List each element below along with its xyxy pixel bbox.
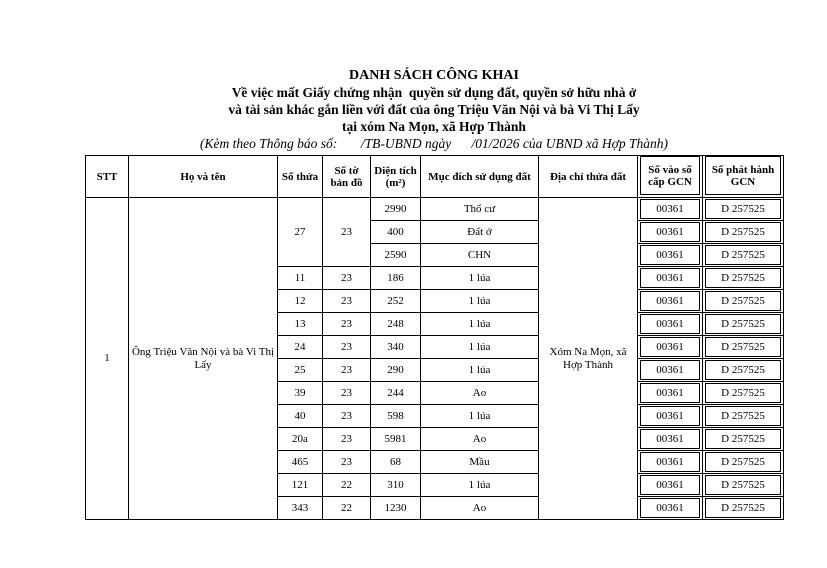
header-muc-dich: Mục đích sử dụng đất xyxy=(421,156,539,198)
cell-so-to: 23 xyxy=(323,198,371,267)
cell-so-thua: 39 xyxy=(278,382,323,405)
cell-dien-tich: 400 xyxy=(371,221,421,244)
header-so-phat-hanh: Số phát hành GCN xyxy=(703,156,784,198)
cell-dien-tich: 186 xyxy=(371,267,421,290)
header-so-thua: Số thửa xyxy=(278,156,323,198)
cell-muc-dich: 1 lúa xyxy=(421,405,539,428)
cell-dien-tich: 1230 xyxy=(371,497,421,520)
cell-so-phat-hanh: D 257525 xyxy=(703,451,784,474)
table-row xyxy=(86,198,784,221)
cell-so-vao-so: 00361 xyxy=(638,497,703,520)
cell-so-to: 23 xyxy=(323,451,371,474)
cell-so-vao-so: 00361 xyxy=(638,244,703,267)
cell-so-phat-hanh: D 257525 xyxy=(703,428,784,451)
cell-so-thua: 13 xyxy=(278,313,323,336)
cell-so-vao-so: 00361 xyxy=(638,474,703,497)
cell-dien-tich: 244 xyxy=(371,382,421,405)
cell-muc-dich: 1 lúa xyxy=(421,313,539,336)
cell-so-vao-so: 00361 xyxy=(638,405,703,428)
cell-muc-dich: Đất ở xyxy=(421,221,539,244)
cell-so-to: 23 xyxy=(323,290,371,313)
cell-so-to: 23 xyxy=(323,359,371,382)
cell-so-phat-hanh: D 257525 xyxy=(703,382,784,405)
cell-so-to: 23 xyxy=(323,382,371,405)
cell-address: Xóm Na Mọn, xã Hợp Thành xyxy=(539,198,638,520)
cell-muc-dich: 1 lúa xyxy=(421,267,539,290)
cell-so-phat-hanh: D 257525 xyxy=(703,405,784,428)
cell-so-vao-so: 00361 xyxy=(638,336,703,359)
cell-so-to: 22 xyxy=(323,474,371,497)
header-so-vao-so: Số vào sổ cấp GCN xyxy=(638,156,703,198)
cell-muc-dich: 1 lúa xyxy=(421,359,539,382)
cell-so-thua: 25 xyxy=(278,359,323,382)
cell-muc-dich: Mầu xyxy=(421,451,539,474)
cell-muc-dich: CHN xyxy=(421,244,539,267)
cell-so-phat-hanh: D 257525 xyxy=(703,359,784,382)
cell-dien-tich: 2590 xyxy=(371,244,421,267)
cell-dien-tich: 252 xyxy=(371,290,421,313)
cell-so-phat-hanh: D 257525 xyxy=(703,221,784,244)
cell-so-thua: 20a xyxy=(278,428,323,451)
cell-so-vao-so: 00361 xyxy=(638,290,703,313)
cell-so-phat-hanh: D 257525 xyxy=(703,497,784,520)
cell-dien-tich: 2990 xyxy=(371,198,421,221)
cell-so-phat-hanh: D 257525 xyxy=(703,244,784,267)
cell-dien-tich: 598 xyxy=(371,405,421,428)
cell-so-to: 23 xyxy=(323,313,371,336)
cell-so-to: 23 xyxy=(323,267,371,290)
cell-so-to: 22 xyxy=(323,497,371,520)
cell-so-to: 23 xyxy=(323,428,371,451)
cell-muc-dich: Thổ cư xyxy=(421,198,539,221)
header-dien-tich: Diện tích (m²) xyxy=(371,156,421,198)
cell-muc-dich: 1 lúa xyxy=(421,336,539,359)
document-heading xyxy=(85,0,783,152)
cell-so-thua: 27 xyxy=(278,198,323,267)
cell-so-thua: 12 xyxy=(278,290,323,313)
cell-muc-dich: Ao xyxy=(421,382,539,405)
cell-muc-dich: Ao xyxy=(421,428,539,451)
attachment-note: (Kèm theo Thông báo số: /TB-UBND ngày /01/2026 của UBND xã Hợp Thành) xyxy=(199,136,669,151)
cell-so-thua: 343 xyxy=(278,497,323,520)
subtitle-line-1: Về việc mất Giấy chứng nhận quyền sử dụng đất, quyền sở hữu nhà ở xyxy=(231,85,637,100)
header-dia-chi: Địa chỉ thửa đất xyxy=(539,156,638,198)
cell-so-phat-hanh: D 257525 xyxy=(703,290,784,313)
cell-dien-tich: 310 xyxy=(371,474,421,497)
cell-muc-dich: Ao xyxy=(421,497,539,520)
land-parcel-table xyxy=(85,155,784,520)
cell-so-phat-hanh: D 257525 xyxy=(703,474,784,497)
cell-so-phat-hanh: D 257525 xyxy=(703,267,784,290)
header-ho-va-ten: Họ và tên xyxy=(129,156,278,198)
cell-so-to: 23 xyxy=(323,336,371,359)
cell-dien-tich: 68 xyxy=(371,451,421,474)
subtitle-line-2: và tài sản khác gắn liền với đất của ông Triệu Văn Nội và bà Vi Thị Lấy xyxy=(228,102,640,117)
cell-so-vao-so: 00361 xyxy=(638,313,703,336)
cell-so-phat-hanh: D 257525 xyxy=(703,336,784,359)
header-stt: STT xyxy=(86,156,129,198)
cell-dien-tich: 248 xyxy=(371,313,421,336)
cell-so-vao-so: 00361 xyxy=(638,359,703,382)
cell-so-vao-so: 00361 xyxy=(638,198,703,221)
cell-stt: 1 xyxy=(86,198,129,520)
subtitle-line-3: tại xóm Na Mọn, xã Hợp Thành xyxy=(342,119,526,134)
header-so-to-ban-do: Số tờ bản đồ xyxy=(323,156,371,198)
cell-so-vao-so: 00361 xyxy=(638,451,703,474)
cell-so-thua: 121 xyxy=(278,474,323,497)
cell-so-vao-so: 00361 xyxy=(638,221,703,244)
cell-so-vao-so: 00361 xyxy=(638,428,703,451)
cell-so-thua: 11 xyxy=(278,267,323,290)
cell-so-phat-hanh: D 257525 xyxy=(703,313,784,336)
cell-so-phat-hanh: D 257525 xyxy=(703,198,784,221)
cell-so-vao-so: 00361 xyxy=(638,382,703,405)
table-header-row xyxy=(86,156,784,198)
cell-so-to: 23 xyxy=(323,405,371,428)
cell-so-thua: 465 xyxy=(278,451,323,474)
cell-muc-dich: 1 lúa xyxy=(421,474,539,497)
cell-dien-tich: 290 xyxy=(371,359,421,382)
cell-owner: Ông Triệu Văn Nội và bà Vi Thị Lấy xyxy=(129,198,278,520)
cell-dien-tich: 5981 xyxy=(371,428,421,451)
cell-dien-tich: 340 xyxy=(371,336,421,359)
cell-muc-dich: 1 lúa xyxy=(421,290,539,313)
cell-so-thua: 40 xyxy=(278,405,323,428)
cell-so-thua: 24 xyxy=(278,336,323,359)
cell-so-vao-so: 00361 xyxy=(638,267,703,290)
page-title: DANH SÁCH CÔNG KHAI xyxy=(349,68,519,83)
